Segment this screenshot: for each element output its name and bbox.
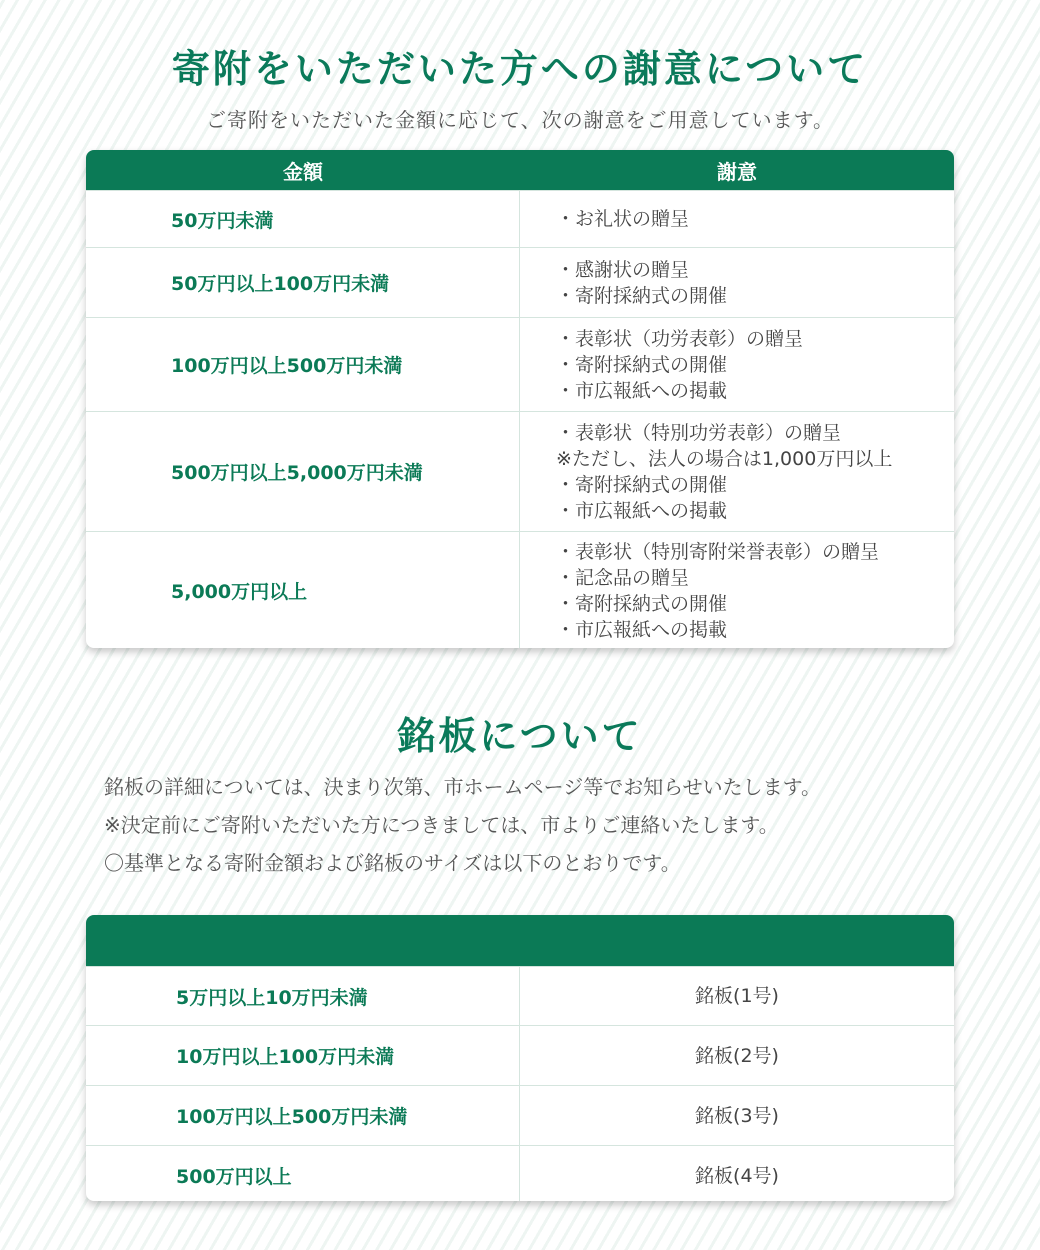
table-row [86,190,954,247]
table-row [86,1145,954,1201]
gratitude-item: ・記念品の贈呈 [556,566,690,589]
plate-cell: 銘板(3号) [695,1104,779,1127]
gratitude-cell [520,248,954,317]
gratitude-item: ・寄附採納式の開催 [556,592,728,615]
nameplate-section-title: 銘板について [397,714,643,758]
table-row [86,317,954,411]
table-row [86,1025,954,1085]
table-row [86,966,954,1025]
gratitude-item: ・市広報紙への掲載 [556,499,728,522]
nameplate-paragraph: ※決定前にご寄附いただいた方につきましては、市よりご連絡いたします。 [104,813,779,837]
amount-cell: 500万円以上 [86,1146,520,1201]
gratitude-item: ・市広報紙への掲載 [556,379,728,402]
plate-cell: 銘板(1号) [695,985,779,1007]
gratitude-section-subtitle: ご寄附をいただいた金額に応じて、次の謝意をご用意しています。 [206,108,834,132]
gratitude-item: ・お礼状の贈呈 [556,208,690,230]
nameplate-table-header [86,915,954,966]
table-row [86,247,954,317]
gratitude-item: ・表彰状（功労表彰）の贈呈 [556,327,804,350]
plate-cell: 銘板(4号) [695,1164,779,1187]
gratitude-item: ・表彰状（特別功労表彰）の贈呈 [556,421,842,444]
amount-cell: 50万円未満 [86,191,520,247]
gratitude-item: ・寄附採納式の開催 [556,284,728,307]
gratitude-item: ・寄附採納式の開催 [556,473,728,496]
amount-cell: 100万円以上500万円未満 [86,1086,520,1145]
table-row [86,531,954,648]
gratitude-cell [520,318,954,411]
gratitude-cell [520,412,954,531]
plate-cell: 銘板(2号) [695,1044,779,1067]
amount-cell: 10万円以上100万円未満 [86,1026,520,1085]
header-gratitude: 謝意 [717,159,757,184]
gratitude-table-header [86,150,954,190]
gratitude-cell [520,532,954,648]
nameplate-table [86,915,954,1201]
gratitude-item: ・寄附採納式の開催 [556,353,728,376]
table-row [86,1085,954,1145]
nameplate-paragraph: 〇基準となる寄附金額および銘板のサイズは以下のとおりです。 [104,851,681,875]
gratitude-item: ・表彰状（特別寄附栄誉表彰）の贈呈 [556,540,880,563]
table-row [86,411,954,531]
gratitude-item: ・市広報紙への掲載 [556,618,728,641]
gratitude-note: ※ただし、法人の場合は1,000万円以上 [556,447,893,470]
gratitude-cell [520,191,954,247]
amount-cell: 5,000万円以上 [86,532,520,648]
amount-cell: 50万円以上100万円未満 [86,248,520,317]
amount-cell: 500万円以上5,000万円未満 [86,412,520,531]
nameplate-paragraph: 銘板の詳細については、決まり次第、市ホームページ等でお知らせいたします。 [104,775,821,799]
gratitude-table [86,150,954,648]
gratitude-item: ・感謝状の贈呈 [556,258,690,281]
amount-cell: 100万円以上500万円未満 [86,318,520,411]
nameplate-description [104,768,1004,882]
header-amount: 金額 [283,159,323,184]
gratitude-section-title: 寄附をいただいた方への謝意について [171,47,869,91]
amount-cell: 5万円以上10万円未満 [86,967,520,1025]
